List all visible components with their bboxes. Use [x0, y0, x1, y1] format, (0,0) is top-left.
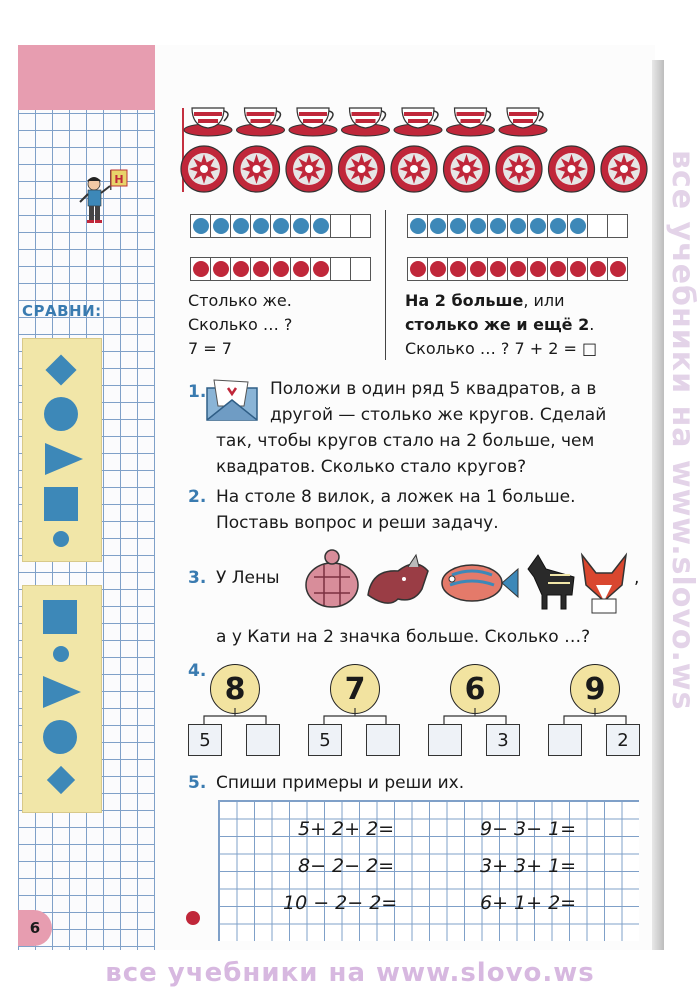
- envelope-icon: [204, 376, 260, 422]
- box-cell: [190, 257, 211, 281]
- intro-left-line-3: 7 = 7: [188, 339, 232, 358]
- bottom-watermark: все учебники на www.slovo.ws: [105, 958, 595, 988]
- box-cell: [587, 214, 608, 238]
- shapes-card-2: [22, 585, 102, 813]
- task-3-comma: ,: [634, 568, 640, 588]
- box-cell: [250, 214, 271, 238]
- task-3-line-1: У Лены: [216, 568, 280, 588]
- total-circle: 6: [450, 664, 500, 714]
- total-circle: 7: [330, 664, 380, 714]
- box-cell: [507, 257, 528, 281]
- blue-dot: [410, 218, 426, 234]
- left-part-box[interactable]: 5: [188, 724, 222, 756]
- task-5-number: 5.: [188, 773, 207, 793]
- blue-dot: [570, 218, 586, 234]
- circle-shape: [44, 397, 78, 431]
- compare-label: СРАВНИ:: [22, 302, 102, 320]
- plate-icon: [444, 146, 490, 192]
- box-cell: [567, 214, 588, 238]
- blue-dot: [490, 218, 506, 234]
- box-cell: [527, 257, 548, 281]
- red-dot: [253, 261, 269, 277]
- intro-right-line-2: [405, 313, 594, 337]
- task-2-line-1: На столе 8 вилок, а ложек на 1 больше.: [216, 487, 576, 507]
- box-cell: [270, 257, 291, 281]
- plate-icon: [391, 146, 437, 192]
- fish-badge-icon: [442, 565, 518, 601]
- red-dot: [410, 261, 426, 277]
- left-part-box[interactable]: 5: [308, 724, 342, 756]
- badges-illustration: [300, 545, 630, 615]
- teacup-icon: [237, 108, 285, 136]
- box-cell: [250, 257, 271, 281]
- circle-shape: [43, 720, 77, 754]
- intro-right-line-1: [405, 289, 565, 313]
- box-cell: [487, 214, 508, 238]
- blue-dot: [430, 218, 446, 234]
- red-dot: [590, 261, 606, 277]
- box-cell: [310, 257, 331, 281]
- right-expression-1: 9− 3− 1=: [480, 818, 577, 840]
- teacup-icon: [342, 108, 390, 136]
- square-shape: [43, 600, 77, 634]
- rhino-badge-icon: [368, 555, 428, 603]
- square-shape: [44, 487, 78, 521]
- box-cell: [587, 257, 608, 281]
- plate-icon: [286, 146, 332, 192]
- teacup-icon: [289, 108, 337, 136]
- red-dot: [490, 261, 506, 277]
- red-dot: [313, 261, 329, 277]
- right-part-box[interactable]: [366, 724, 400, 756]
- blue-dot: [510, 218, 526, 234]
- blue-dots-row-left: [190, 214, 370, 238]
- flag-letter: Н: [114, 173, 124, 186]
- box-cell: [350, 257, 371, 281]
- red-dot: [470, 261, 486, 277]
- blue-dot: [550, 218, 566, 234]
- task-1-line-2: другой — столько же кругов. Сделай: [270, 405, 607, 425]
- task-1-line-4: квадратов. Сколько стало кругов?: [216, 457, 527, 477]
- blue-dots-row-right: [407, 214, 627, 238]
- box-cell: [230, 214, 251, 238]
- right-expression-3: 6+ 1+ 2=: [480, 892, 577, 914]
- box-cell: [230, 257, 251, 281]
- small-circle-shape: [53, 531, 69, 547]
- right-part-box[interactable]: 2: [606, 724, 640, 756]
- blue-dot: [470, 218, 486, 234]
- divider-line: [385, 210, 386, 360]
- box-cell: [190, 214, 211, 238]
- pink-corner: [18, 45, 155, 110]
- task-2-number: 2.: [188, 487, 207, 507]
- red-dot: [293, 261, 309, 277]
- box-cell: [547, 214, 568, 238]
- blue-dot: [293, 218, 309, 234]
- turtle-badge-icon: [306, 550, 358, 607]
- box-cell: [527, 214, 548, 238]
- teacup-icon: [447, 108, 495, 136]
- intro-right-rest-1: , или: [523, 291, 565, 310]
- total-circle: 9: [570, 664, 620, 714]
- box-cell: [427, 257, 448, 281]
- intro-right-rest-2: .: [589, 315, 595, 334]
- task-1-line-1: Положи в один ряд 5 квадратов, а в: [270, 379, 597, 399]
- box-cell: [407, 214, 428, 238]
- box-cell: [407, 257, 428, 281]
- intro-left-line-1: Столько же.: [188, 291, 292, 310]
- box-cell: [567, 257, 588, 281]
- left-expression-1: 5+ 2+ 2=: [298, 818, 395, 840]
- red-dot: [193, 261, 209, 277]
- plate-icon: [234, 146, 280, 192]
- box-cell: [290, 214, 311, 238]
- intro-right-bold-1: На 2 больше: [405, 291, 524, 310]
- blue-dot: [273, 218, 289, 234]
- red-dot: [510, 261, 526, 277]
- blue-dot: [193, 218, 209, 234]
- intro-left-line-2: Сколько … ?: [188, 315, 293, 334]
- blue-dot: [450, 218, 466, 234]
- task-2-line-2: Поставь вопрос и реши задачу.: [216, 513, 499, 533]
- teacup-icon: [184, 108, 232, 136]
- box-cell: [467, 214, 488, 238]
- left-expression-3: 10 − 2− 2=: [283, 892, 398, 914]
- red-dot: [430, 261, 446, 277]
- intro-right-line-3: Сколько … ? 7 + 2 = □: [405, 339, 598, 358]
- box-cell: [447, 257, 468, 281]
- side-watermark: все учебники на www.slovo.ws: [665, 150, 700, 711]
- blue-dot: [313, 218, 329, 234]
- blue-dot: [233, 218, 249, 234]
- red-dot: [233, 261, 249, 277]
- blue-dot: [530, 218, 546, 234]
- left-part-box[interactable]: [428, 724, 462, 756]
- horse-badge-icon: [528, 555, 574, 609]
- box-cell: [350, 214, 371, 238]
- plate-icon: [601, 146, 647, 192]
- red-dot: [530, 261, 546, 277]
- red-dots-row-left: [190, 257, 370, 281]
- red-dots-row-right: [407, 257, 627, 281]
- plate-icon: [549, 146, 595, 192]
- intro-right-bold-2: столько же и ещё 2: [405, 315, 590, 334]
- teacup-icon: [394, 108, 442, 136]
- small-circle-shape: [53, 646, 69, 662]
- task-4-number: 4.: [188, 661, 207, 681]
- right-part-box[interactable]: [246, 724, 280, 756]
- task-1-line-3: так, чтобы кругов стало на 2 больше, чем: [216, 431, 595, 451]
- box-cell: [210, 214, 231, 238]
- task-5-text: Спиши примеры и реши их.: [216, 773, 465, 793]
- red-dot: [550, 261, 566, 277]
- box-cell: [330, 214, 351, 238]
- total-circle: 8: [210, 664, 260, 714]
- box-cell: [270, 214, 291, 238]
- boy-with-flag-icon: [72, 168, 132, 228]
- diamond-shape: [45, 354, 76, 385]
- box-cell: [210, 257, 231, 281]
- red-dot-marker: [186, 911, 200, 925]
- left-expression-2: 8− 2− 2=: [298, 855, 395, 877]
- red-dot: [450, 261, 466, 277]
- page-number: 6: [18, 910, 52, 946]
- box-cell: [607, 257, 628, 281]
- triangle-shape: [41, 674, 83, 710]
- task-3-number: 3.: [188, 568, 207, 588]
- cups-row: [178, 100, 638, 142]
- right-expression-2: 3+ 3+ 1=: [480, 855, 577, 877]
- plate-icon: [181, 146, 227, 192]
- box-cell: [290, 257, 311, 281]
- box-cell: [507, 214, 528, 238]
- box-cell: [330, 257, 351, 281]
- box-cell: [310, 214, 331, 238]
- task-1-number: 1.: [188, 382, 207, 402]
- diamond-shape: [47, 766, 75, 794]
- shapes-card-1: [22, 338, 102, 562]
- red-dot: [213, 261, 229, 277]
- right-part-box[interactable]: 3: [486, 724, 520, 756]
- page-edge: [652, 60, 664, 950]
- plate-icon: [339, 146, 385, 192]
- box-cell: [607, 214, 628, 238]
- teacup-icon: [499, 108, 547, 136]
- red-dot: [610, 261, 626, 277]
- blue-dot: [213, 218, 229, 234]
- triangle-shape: [43, 441, 85, 477]
- task-3-line-2: а у Кати на 2 значка больше. Сколько …?: [216, 627, 591, 647]
- box-cell: [467, 257, 488, 281]
- box-cell: [447, 214, 468, 238]
- plate-icon: [496, 146, 542, 192]
- fox-badge-icon: [582, 555, 626, 613]
- plates-row: [178, 143, 648, 195]
- box-cell: [487, 257, 508, 281]
- box-cell: [427, 214, 448, 238]
- blue-dot: [253, 218, 269, 234]
- left-part-box[interactable]: [548, 724, 582, 756]
- red-dot: [570, 261, 586, 277]
- red-dot: [273, 261, 289, 277]
- box-cell: [547, 257, 568, 281]
